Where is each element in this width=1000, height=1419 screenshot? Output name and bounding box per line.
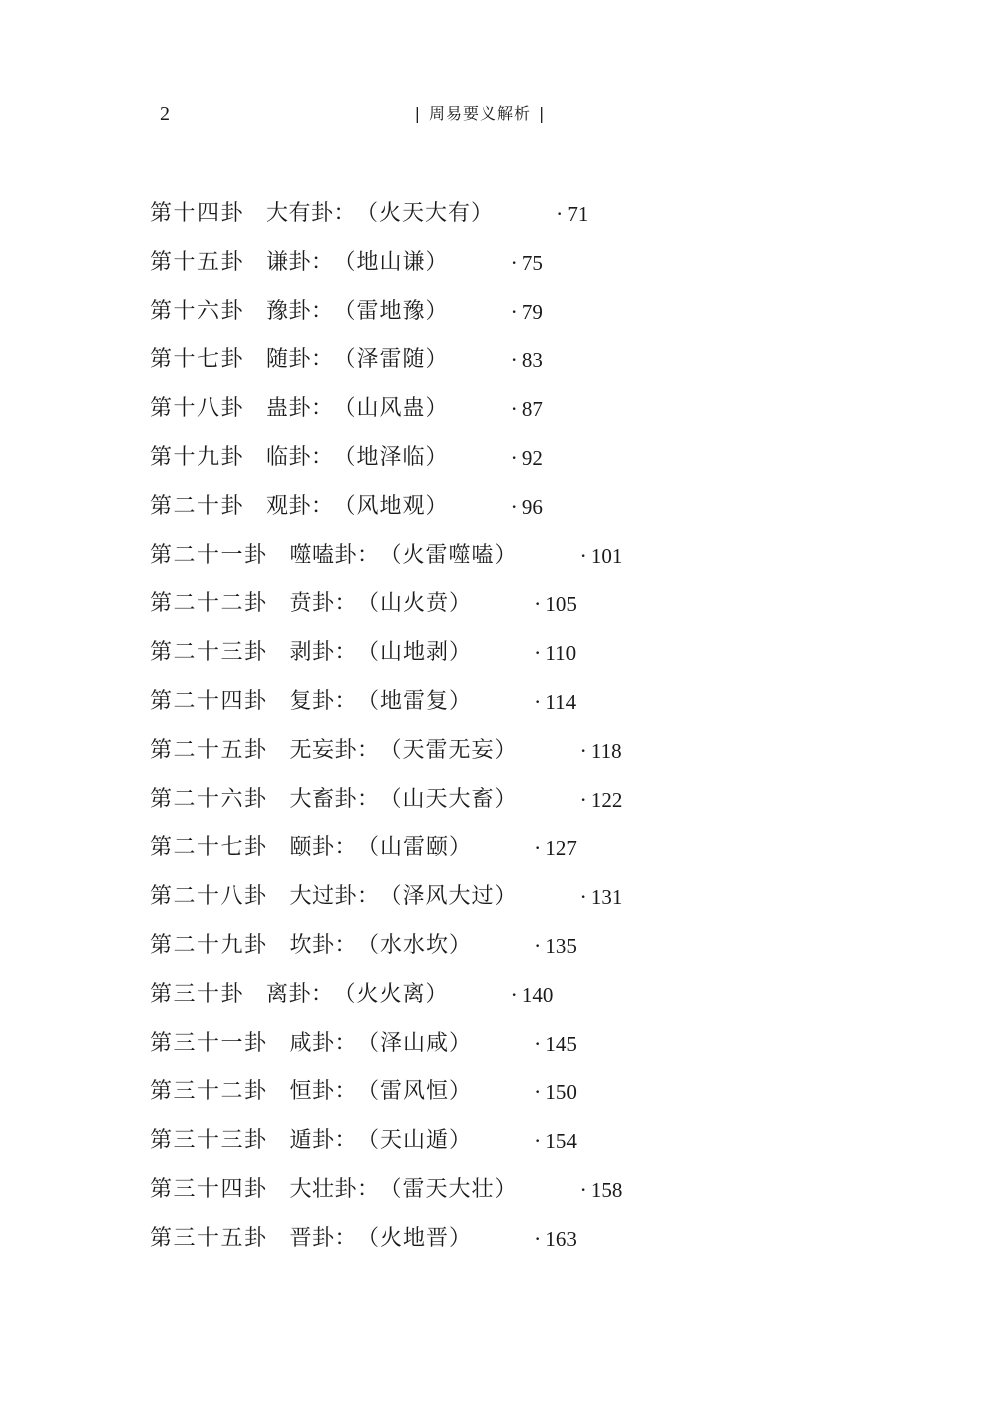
toc-entry-leader-dot: · [534,1030,542,1056]
toc-entry-hexagram: （泽风大过） [379,884,518,910]
toc-entry-ordinal: 第三十四卦 [150,1176,268,1202]
toc-entry[interactable] [150,877,850,926]
toc-entry-leader-dot: · [510,444,518,470]
toc-entry-page: 150 [545,1080,577,1105]
toc-entry-name: 大过卦： [289,884,380,910]
toc-entry-page: 87 [521,397,543,422]
toc-entry-name: 晋卦： [289,1225,358,1251]
toc-entry-ordinal: 第十五卦 [150,249,245,275]
toc-entry-hexagram: （山雷颐） [357,835,473,861]
toc-entry-ordinal: 第十七卦 [150,347,245,373]
book-title: 周易要义解析 [428,104,531,123]
toc-entry-leader-dot: · [534,688,542,714]
toc-entry-name: 复卦： [289,688,358,714]
toc-entry-leader-dot: · [534,835,542,861]
toc-entry-hexagram: （天山遁） [357,1128,473,1154]
toc-entry-ordinal: 第二十四卦 [150,688,268,714]
toc-entry[interactable] [150,731,850,780]
toc-entry-leader-dot: · [534,1079,542,1105]
toc-entry-name: 大畜卦： [289,786,380,812]
toc-entry[interactable] [150,1121,850,1170]
toc-entry-hexagram: （山火贲） [357,591,473,617]
toc-entry-name: 坎卦： [289,932,358,958]
toc-entry[interactable] [150,1072,850,1121]
toc-entry-hexagram: （天雷无妄） [379,737,518,763]
toc-entry-leader-dot: · [534,1225,542,1251]
toc-entry-hexagram: （泽雷随） [333,347,449,373]
toc-entry-leader-dot: · [579,884,587,910]
toc-entry-name: 贲卦： [289,591,358,617]
toc-entry-ordinal: 第三十五卦 [150,1225,268,1251]
toc-entry-hexagram: （雷风恒） [357,1079,473,1105]
toc-entry-leader-dot: · [510,981,518,1007]
toc-entry-name: 大有卦： [266,201,357,226]
toc-entry-page: 79 [521,299,543,324]
toc-entry[interactable] [150,828,850,877]
toc-entry-leader-dot: · [534,1128,542,1154]
toc-entry-name: 谦卦： [266,249,334,275]
toc-entry[interactable] [150,340,850,389]
toc-entry-name: 剥卦： [289,640,358,666]
toc-entry[interactable] [150,1170,850,1219]
toc-entry-page: 118 [590,738,622,763]
toc-entry-name: 随卦： [266,347,334,373]
toc-entry-page: 154 [545,1129,577,1154]
toc-entry-name: 遁卦： [289,1128,358,1154]
toc-entry-page: 96 [521,494,543,519]
toc-entry-page: 145 [545,1031,577,1056]
toc-entry-ordinal: 第十四卦 [150,201,245,226]
toc-entry-ordinal: 第二十二卦 [150,591,268,617]
toc-entry-page: 71 [567,202,589,226]
page-number: 2 [160,103,170,125]
toc-entry-ordinal: 第二十一卦 [150,542,268,568]
toc-entry-page: 135 [545,933,577,958]
toc-entry-hexagram: （雷天大壮） [379,1176,518,1202]
toc-entry-name: 豫卦： [266,298,334,324]
toc-entry-ordinal: 第三十三卦 [150,1128,268,1154]
toc-entry[interactable] [150,292,850,341]
toc-entry[interactable] [150,536,850,585]
toc-entry[interactable] [150,975,850,1024]
toc-entry[interactable] [150,682,850,731]
toc-entry-leader-dot: · [510,347,518,373]
toc-entry[interactable] [150,194,850,243]
toc-entry-name: 咸卦： [289,1030,358,1056]
toc-entry-page: 163 [545,1226,577,1251]
toc-entry-page: 75 [521,250,543,275]
toc-entry-page: 140 [521,982,554,1007]
toc-entry-ordinal: 第十九卦 [150,444,245,470]
toc-entry[interactable] [150,1219,850,1268]
toc-entry-name: 临卦： [266,444,334,470]
toc-entry-page: 101 [590,543,623,568]
toc-entry-hexagram: （地泽临） [333,444,449,470]
toc-entry-leader-dot: · [534,640,542,666]
toc-entry-leader-dot: · [510,493,518,519]
toc-entry-ordinal: 第十八卦 [150,396,245,422]
toc-entry-leader-dot: · [579,1176,587,1202]
toc-entry[interactable] [150,487,850,536]
toc-entry-leader-dot: · [579,786,587,812]
toc-entry-hexagram: （山风蛊） [333,396,449,422]
toc-entry-hexagram: （雷地豫） [333,298,449,324]
toc-entry-page: 105 [545,592,577,617]
toc-entry-page: 83 [521,348,543,373]
toc-entry-page: 127 [545,836,577,861]
toc-entry-hexagram: （火雷噬嗑） [379,542,518,568]
toc-entry-ordinal: 第二十卦 [150,493,245,519]
header-left-bar: | [414,104,421,123]
toc-entry-leader-dot: · [510,396,518,422]
toc-entry-ordinal: 第三十二卦 [150,1079,268,1105]
toc-entry-page: 158 [590,1177,623,1202]
toc-entry[interactable] [150,780,850,829]
toc-entry-leader-dot: · [579,542,587,568]
toc-entry-leader-dot: · [579,737,587,763]
toc-entry-page: 131 [590,885,623,910]
toc-entry-name: 观卦： [266,493,334,519]
running-header [0,100,960,128]
toc-entry-hexagram: （泽山咸） [357,1030,473,1056]
toc-entry-hexagram: （火火离） [333,981,449,1007]
toc-entry-hexagram: （地山谦） [333,249,449,275]
toc-entry[interactable] [150,584,850,633]
toc-entry-page: 122 [590,787,623,812]
toc-entry-ordinal: 第二十九卦 [150,932,268,958]
toc-entry-name: 离卦： [266,981,334,1007]
toc-entry-leader-dot: · [534,932,542,958]
toc-entry-page: 110 [545,641,577,666]
toc-entry-hexagram: （地雷复） [357,688,473,714]
toc-entry-ordinal: 第二十六卦 [150,786,268,812]
toc-entry-leader-dot: · [510,249,518,275]
toc-entry[interactable] [150,243,850,292]
toc-entry-page: 114 [545,689,577,714]
toc-entry-leader-dot: · [556,201,564,226]
toc-entry[interactable] [150,389,850,438]
toc-entry-hexagram: （山地剥） [357,640,473,666]
toc-entry[interactable] [150,633,850,682]
toc-entry-name: 大壮卦： [289,1176,380,1202]
toc-entry-name: 无妄卦： [289,737,380,763]
toc-entry-name: 恒卦： [289,1079,358,1105]
toc-entry-hexagram: （水水坎） [357,932,473,958]
toc-entry[interactable] [150,1024,850,1073]
toc-entry-leader-dot: · [534,591,542,617]
toc-entry-name: 颐卦： [289,835,358,861]
table-of-contents [150,194,850,1268]
toc-entry-hexagram: （风地观） [333,493,449,519]
toc-entry-leader-dot: · [510,298,518,324]
toc-entry-page: 92 [521,445,543,470]
toc-entry-hexagram: （火地晋） [357,1225,473,1251]
toc-entry-name: 蛊卦： [266,396,334,422]
toc-entry-ordinal: 第十六卦 [150,298,245,324]
toc-entry-hexagram: （山天大畜） [379,786,518,812]
toc-entry-ordinal: 第二十七卦 [150,835,268,861]
toc-entry-ordinal: 第三十卦 [150,981,245,1007]
toc-entry-ordinal: 第三十一卦 [150,1030,268,1056]
toc-entry-hexagram: （火天大有） [356,201,495,226]
toc-entry[interactable] [150,926,850,975]
toc-entry-name: 噬嗑卦： [289,542,380,568]
toc-entry-ordinal: 第二十三卦 [150,640,268,666]
header-right-bar: | [539,104,546,123]
toc-entry[interactable] [150,438,850,487]
toc-entry-ordinal: 第二十五卦 [150,737,268,763]
toc-entry-ordinal: 第二十八卦 [150,884,268,910]
